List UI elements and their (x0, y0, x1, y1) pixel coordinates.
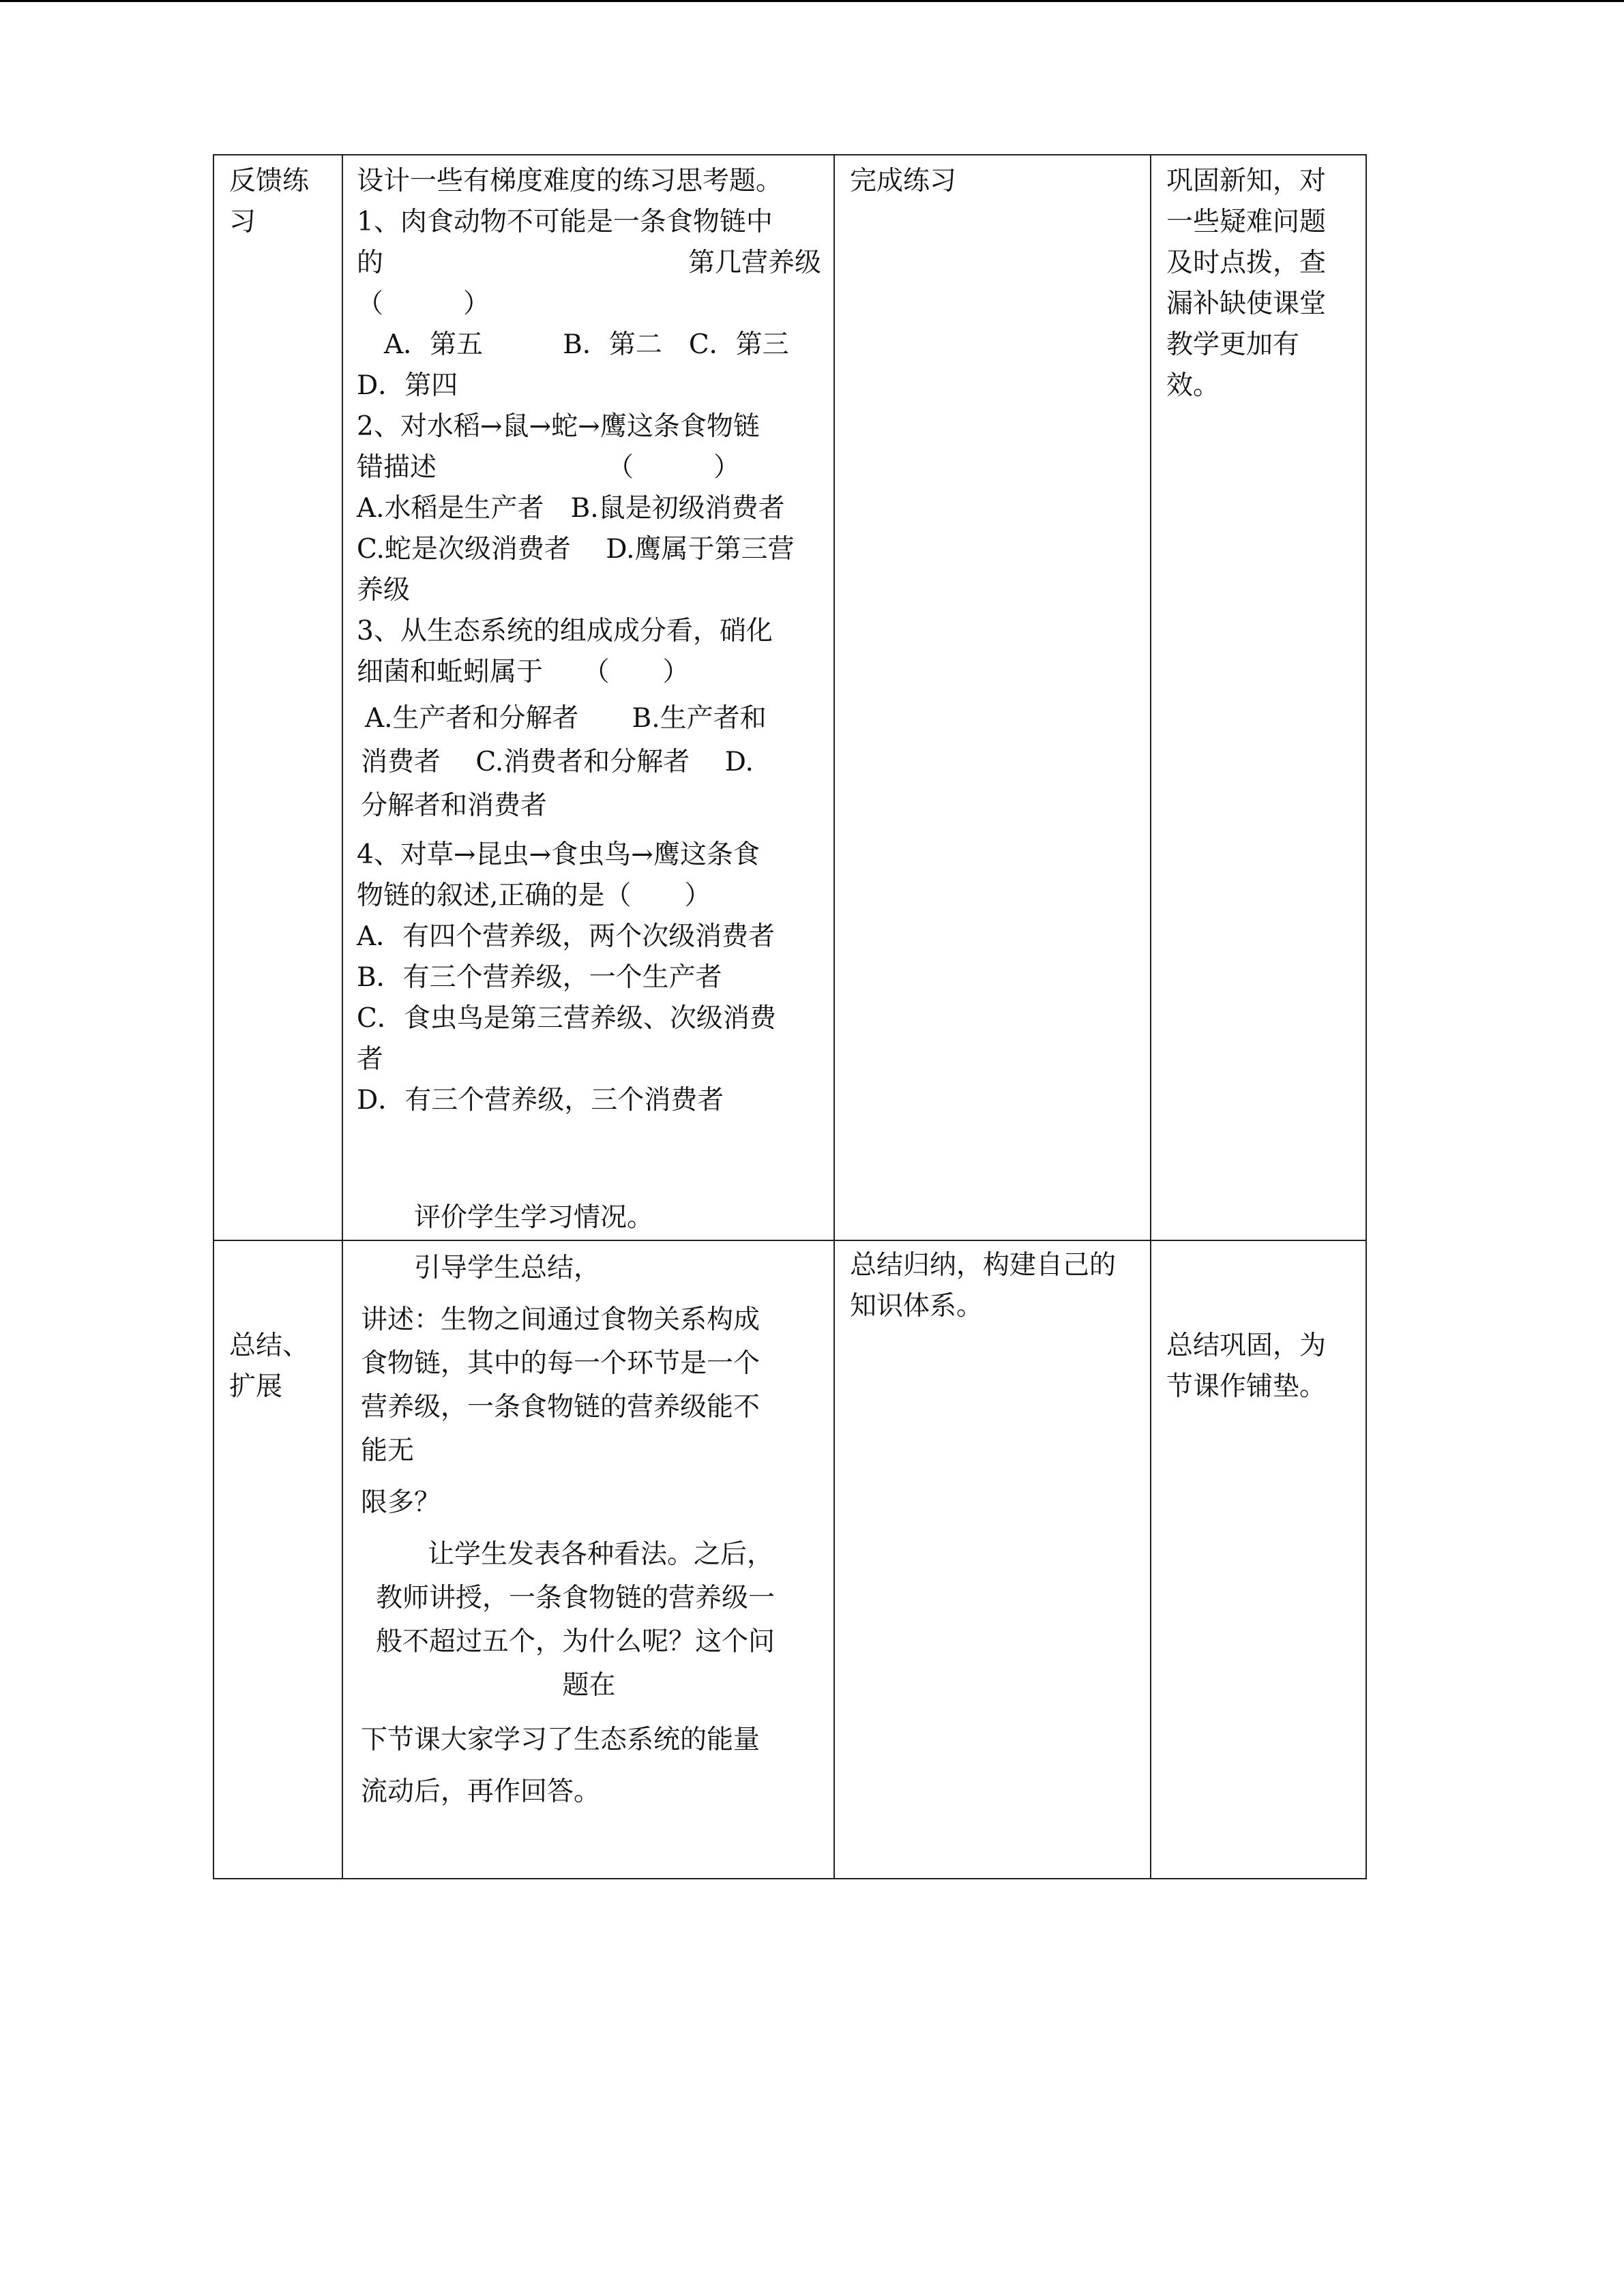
exercise-intro: 设计一些有梯度难度的练习思考题。 (357, 166, 783, 196)
purpose-line: 教学更加有 (1166, 329, 1300, 360)
question-3-option-line1: A.生产者和分解者 B.生产者和 (365, 703, 767, 734)
lesson-plan-table (213, 154, 1367, 1879)
student-activity-cell (834, 155, 1151, 1240)
page-top-border (0, 0, 1624, 2)
question-3-option-line3: 分解者和消费者 (361, 790, 548, 821)
next-lesson-line2: 流动后，再作回答。 (361, 1776, 601, 1807)
purpose-line: 节课作铺垫。 (1166, 1371, 1327, 1402)
question-3-line1: 3、从生态系统的组成成分看，硝化 (357, 616, 773, 646)
question-4-option-d: D．有三个营养级，三个消费者 (357, 1085, 724, 1116)
question-1-options: A．第五 B．第二 C．第三 (384, 329, 789, 360)
lecture-line5: 限多？ (361, 1487, 441, 1518)
discussion-line2: 教师讲授，一条食物链的营养级一 (376, 1583, 776, 1613)
design-purpose-cell (1151, 155, 1366, 1240)
stage-label-line1: 总结、 (229, 1330, 310, 1361)
question-1-line1: 1、肉食动物不可能是一条食物链中 (357, 207, 773, 237)
question-2-options-cd: C.蛇是次级消费者 D.鹰属于第三营 (357, 534, 795, 565)
lecture-line1: 讲述：生物之间通过食物关系构成 (361, 1304, 761, 1335)
stage-label-line1: 反馈练 (229, 166, 310, 196)
question-2-line2: 错描述 （ ） (357, 452, 741, 483)
question-3-line2: 细菌和蚯蚓属于 （ ） (357, 657, 690, 687)
evaluate-students-note: 评价学生学习情况。 (414, 1202, 654, 1233)
student-activity-line1: 总结归纳，构建自己的 (850, 1250, 1117, 1281)
lecture-line4: 能无 (361, 1435, 415, 1466)
teacher-activity-cell (342, 155, 834, 1240)
purpose-line: 漏补缺使课堂 (1166, 288, 1327, 319)
question-4-line1: 4、对草→昆虫→食虫鸟→鹰这条食 (357, 839, 760, 870)
stage-label-line2: 扩展 (229, 1371, 283, 1402)
lecture-line3: 营养级，一条食物链的营养级能不 (361, 1392, 761, 1422)
guide-summary: 引导学生总结， (414, 1253, 601, 1283)
table-row-summary (213, 1240, 1366, 1879)
question-3-option-line2: 消费者 C.消费者和分解者 D. (361, 747, 754, 777)
stage-cell (213, 1240, 342, 1879)
design-purpose-cell (1151, 1240, 1366, 1879)
question-4-option-c-cont: 者 (357, 1044, 384, 1075)
question-2-line1: 2、对水稻→鼠→蛇→鹰这条食物链 (357, 411, 760, 442)
discussion-line1: 让学生发表各种看法。之后， (428, 1539, 774, 1570)
next-lesson-line1: 下节课大家学习了生态系统的能量 (361, 1725, 761, 1755)
question-4-option-b: B．有三个营养级，一个生产者 (357, 962, 722, 993)
purpose-line: 效。 (1166, 370, 1220, 401)
question-1-line2: 的 第几营养级 (357, 248, 821, 278)
question-1-answer-paren: （ ） (357, 288, 490, 319)
purpose-line: 总结巩固，为 (1166, 1330, 1327, 1361)
stage-label-line2: 习 (229, 207, 256, 237)
purpose-line: 一些疑难问题 (1166, 207, 1327, 237)
stage-cell (213, 155, 342, 1240)
purpose-line: 巩固新知，对 (1166, 166, 1327, 196)
student-activity-text: 完成练习 (850, 166, 957, 196)
discussion-line4: 题在 (562, 1670, 616, 1701)
teacher-activity-cell (342, 1240, 834, 1879)
question-4-option-a: A．有四个营养级，两个次级消费者 (357, 921, 776, 952)
question-1-option-d: D．第四 (357, 370, 458, 401)
purpose-line: 及时点拨，查 (1166, 248, 1327, 278)
question-4-option-c: C．食虫鸟是第三营养级、次级消费 (357, 1003, 776, 1034)
student-activity-cell (834, 1240, 1151, 1879)
question-2-options-cd-cont: 养级 (357, 575, 411, 606)
lecture-line2: 食物链，其中的每一个环节是一个 (361, 1348, 761, 1379)
table-row-feedback (213, 155, 1366, 1240)
question-4-line2: 物链的叙述,正确的是（ ） (357, 880, 711, 911)
question-2-options-ab: A.水稻是生产者 B.鼠是初级消费者 (357, 493, 785, 524)
discussion-line3: 般不超过五个，为什么呢？这个问 (376, 1626, 776, 1657)
student-activity-line2: 知识体系。 (850, 1291, 984, 1322)
